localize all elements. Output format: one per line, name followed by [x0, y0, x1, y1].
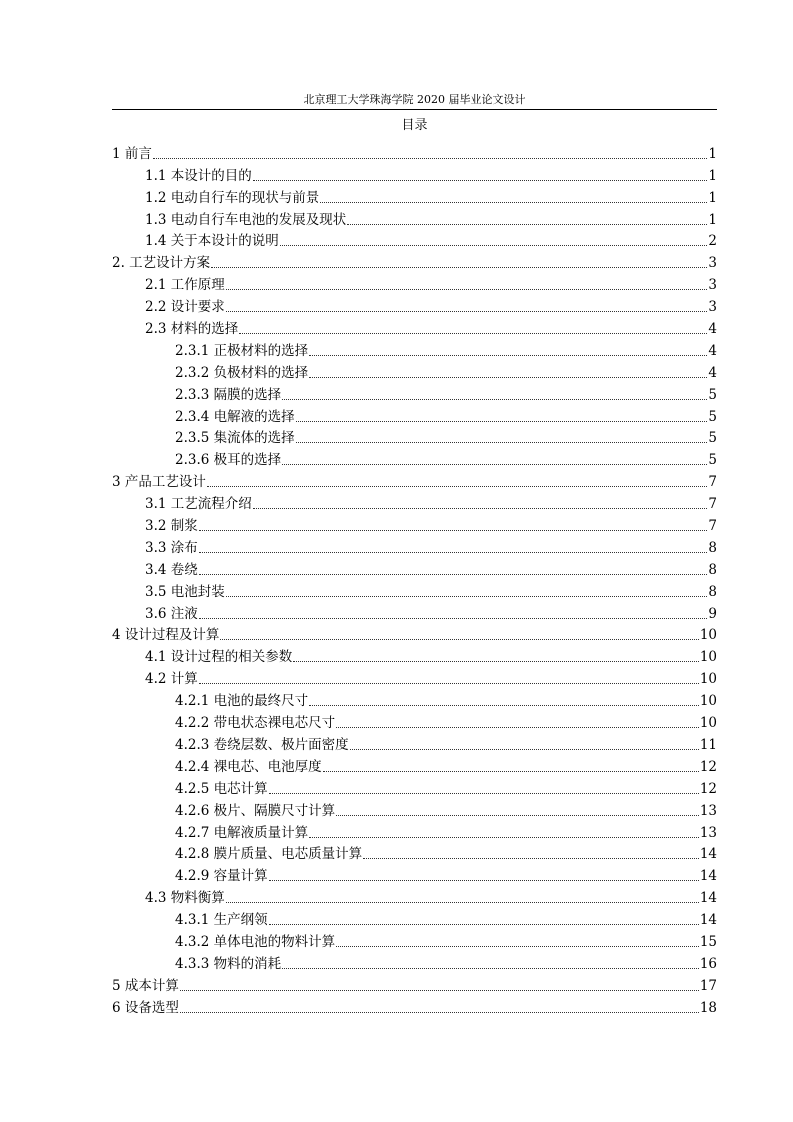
toc-leader-dots: [296, 439, 708, 443]
toc-leader-dots: [269, 790, 699, 794]
toc-entry[interactable]: [112, 862, 717, 884]
toc-entry-page-number: 7: [708, 518, 717, 535]
toc-entry-page-number: 11: [699, 736, 717, 753]
toc-leader-dots: [226, 899, 699, 903]
toc-entry-page-number: 12: [699, 780, 717, 797]
toc-entry[interactable]: [112, 556, 717, 578]
toc-entry[interactable]: [112, 534, 717, 556]
toc-entry[interactable]: [112, 446, 717, 468]
toc-leader-dots: [336, 724, 699, 728]
toc-leader-dots: [282, 396, 707, 400]
toc-entry[interactable]: [112, 994, 717, 1016]
toc-leader-dots: [293, 658, 699, 662]
toc-leader-dots: [350, 746, 699, 750]
toc-entry[interactable]: [112, 972, 717, 994]
toc-leader-dots: [347, 221, 707, 225]
toc-entry-title: 4.2.2 带电状态裸电芯尺寸: [175, 715, 336, 732]
toc-leader-dots: [269, 921, 699, 925]
toc-entry-page-number: 10: [699, 671, 717, 688]
toc-entry[interactable]: [112, 928, 717, 950]
toc-entry[interactable]: [112, 381, 717, 403]
toc-entry-title: 3.2 制浆: [145, 518, 198, 535]
toc-entry-title: 2. 工艺设计方案: [112, 255, 211, 272]
toc-entry[interactable]: [112, 337, 717, 359]
toc-leader-dots: [239, 330, 707, 334]
toc-entry[interactable]: [112, 600, 717, 622]
toc-entry[interactable]: [112, 665, 717, 687]
toc-entry[interactable]: [112, 906, 717, 928]
toc-entry-title: 1.4 关于本设计的说明: [145, 233, 279, 250]
toc-entry-title: 3.1 工艺流程介绍: [145, 496, 252, 513]
toc-entry[interactable]: [112, 490, 717, 512]
toc-leader-dots: [180, 987, 699, 991]
toc-entry-page-number: 10: [699, 715, 717, 732]
toc-entry-title: 2.3.3 隔膜的选择: [175, 386, 282, 403]
toc-entry[interactable]: [112, 206, 717, 228]
toc-leader-dots: [226, 308, 708, 312]
toc-entry-title: 2.1 工作原理: [145, 277, 225, 294]
toc-entry-title: 5 成本计算: [112, 977, 179, 994]
toc-entry-page-number: 2: [708, 233, 717, 250]
toc-leader-dots: [309, 352, 707, 356]
toc-entry-title: 3.4 卷绕: [145, 561, 198, 578]
table-of-contents: [112, 140, 717, 1016]
toc-title: 目录: [401, 118, 428, 133]
toc-entry-title: 3.3 涂布: [145, 539, 198, 556]
toc-entry-page-number: 1: [708, 211, 717, 228]
toc-leader-dots: [309, 702, 699, 706]
toc-leader-dots: [180, 1009, 699, 1013]
toc-entry-title: 2.3.2 负极材料的选择: [175, 364, 309, 381]
toc-entry-title: 6 设备选型: [112, 999, 179, 1016]
toc-entry-title: 4.1 设计过程的相关参数: [145, 649, 293, 666]
toc-entry-title: 4.3 物料衡算: [145, 890, 225, 907]
toc-entry-title: 2.3.6 极耳的选择: [175, 452, 282, 469]
toc-entry-page-number: 15: [699, 933, 717, 950]
toc-entry-page-number: 5: [708, 408, 717, 425]
toc-entry[interactable]: [112, 578, 717, 600]
toc-entry-page-number: 14: [699, 890, 717, 907]
toc-entry-page-number: 5: [708, 386, 717, 403]
toc-leader-dots: [323, 768, 699, 772]
toc-entry-page-number: 3: [708, 299, 717, 316]
toc-entry-title: 2.3.4 电解液的选择: [175, 408, 295, 425]
toc-entry-title: 2.3 材料的选择: [145, 321, 239, 338]
toc-entry-page-number: 7: [708, 474, 717, 491]
toc-entry-title: 4.2.1 电池的最终尺寸: [175, 693, 309, 710]
toc-entry-title: 4.2.9 容量计算: [175, 868, 268, 885]
toc-entry[interactable]: [112, 249, 717, 271]
toc-entry-page-number: 18: [699, 999, 717, 1016]
toc-leader-dots: [282, 965, 699, 969]
toc-entry[interactable]: [112, 622, 717, 644]
toc-entry-page-number: 14: [699, 868, 717, 885]
header-rule: [112, 109, 717, 110]
toc-entry-title: 1.2 电动自行车的现状与前景: [145, 189, 320, 206]
toc-leader-dots: [336, 812, 699, 816]
toc-entry-page-number: 1: [708, 167, 717, 184]
toc-entry-title: 2.3.1 正极材料的选择: [175, 342, 309, 359]
toc-entry-page-number: 14: [699, 912, 717, 929]
toc-leader-dots: [253, 505, 708, 509]
toc-entry[interactable]: [112, 841, 717, 863]
toc-leader-dots: [199, 615, 708, 619]
toc-entry-page-number: 4: [708, 364, 717, 381]
toc-entry-page-number: 1: [708, 189, 717, 206]
toc-entry[interactable]: [112, 884, 717, 906]
page-header: 北京理工大学珠海学院 2020 届毕业论文设计: [303, 93, 526, 106]
toc-entry-page-number: 13: [699, 802, 717, 819]
toc-entry-title: 4.3.3 物料的消耗: [175, 955, 282, 972]
toc-entry[interactable]: [112, 797, 717, 819]
toc-entry[interactable]: [112, 403, 717, 425]
toc-leader-dots: [211, 264, 707, 268]
toc-entry-title: 2.3.5 集流体的选择: [175, 430, 295, 447]
toc-entry-page-number: 13: [699, 824, 717, 841]
toc-entry[interactable]: [112, 643, 717, 665]
toc-entry-page-number: 4: [708, 342, 717, 359]
toc-entry[interactable]: [112, 271, 717, 293]
toc-entry-page-number: 16: [699, 955, 717, 972]
toc-leader-dots: [363, 855, 699, 859]
toc-entry-page-number: 10: [699, 649, 717, 666]
toc-entry-page-number: 17: [699, 977, 717, 994]
toc-entry-page-number: 10: [699, 627, 717, 644]
toc-leader-dots: [220, 636, 698, 640]
toc-entry-title: 1.3 电动自行车电池的发展及现状: [145, 211, 347, 228]
toc-entry[interactable]: [112, 162, 717, 184]
toc-entry-page-number: 8: [708, 561, 717, 578]
toc-entry-title: 4.2.3 卷绕层数、极片面密度: [175, 736, 349, 753]
toc-leader-dots: [309, 374, 707, 378]
toc-entry[interactable]: [112, 950, 717, 972]
toc-entry[interactable]: [112, 293, 717, 315]
toc-entry-page-number: 5: [708, 430, 717, 447]
toc-entry-page-number: 14: [699, 846, 717, 863]
toc-entry-page-number: 3: [708, 277, 717, 294]
toc-leader-dots: [207, 483, 708, 487]
toc-leader-dots: [282, 461, 707, 465]
toc-entry-page-number: 1: [708, 145, 717, 162]
toc-entry[interactable]: [112, 775, 717, 797]
toc-entry[interactable]: [112, 359, 717, 381]
toc-entry-page-number: 9: [708, 605, 717, 622]
toc-leader-dots: [309, 834, 699, 838]
toc-entry-title: 4.2.8 膜片质量、电芯质量计算: [175, 846, 363, 863]
toc-leader-dots: [253, 177, 708, 181]
toc-entry[interactable]: [112, 425, 717, 447]
toc-entry-page-number: 8: [708, 583, 717, 600]
toc-entry-title: 3.6 注液: [145, 605, 198, 622]
toc-entry[interactable]: [112, 731, 717, 753]
toc-entry-page-number: 8: [708, 539, 717, 556]
toc-entry[interactable]: [112, 512, 717, 534]
toc-entry-title: 3.5 电池封装: [145, 583, 225, 600]
toc-entry-page-number: 5: [708, 452, 717, 469]
toc-entry[interactable]: [112, 315, 717, 337]
toc-leader-dots: [226, 286, 708, 290]
toc-entry-title: 1.1 本设计的目的: [145, 167, 252, 184]
toc-entry-title: 4.3.1 生产纲领: [175, 912, 268, 929]
toc-entry[interactable]: [112, 140, 717, 162]
toc-leader-dots: [199, 549, 708, 553]
toc-leader-dots: [199, 527, 708, 531]
toc-leader-dots: [269, 877, 699, 881]
toc-entry-page-number: 4: [708, 321, 717, 338]
toc-entry[interactable]: [112, 709, 717, 731]
toc-leader-dots: [199, 571, 708, 575]
toc-entry-title: 1 前言: [112, 145, 152, 162]
toc-leader-dots: [199, 680, 699, 684]
toc-entry[interactable]: [112, 753, 717, 775]
toc-entry-title: 4.2.5 电芯计算: [175, 780, 268, 797]
toc-entry[interactable]: [112, 819, 717, 841]
toc-entry-page-number: 7: [708, 496, 717, 513]
toc-entry-title: 4.3.2 单体电池的物料计算: [175, 933, 336, 950]
toc-leader-dots: [153, 155, 708, 159]
toc-entry-title: 4.2 计算: [145, 671, 198, 688]
toc-entry-title: 4 设计过程及计算: [112, 627, 220, 644]
toc-entry-page-number: 3: [708, 255, 717, 272]
toc-entry-title: 4.2.6 极片、隔膜尺寸计算: [175, 802, 336, 819]
toc-entry-page-number: 10: [699, 693, 717, 710]
toc-entry[interactable]: [112, 468, 717, 490]
toc-entry-title: 4.2.7 电解液质量计算: [175, 824, 309, 841]
toc-entry-title: 2.2 设计要求: [145, 299, 225, 316]
toc-entry[interactable]: [112, 184, 717, 206]
toc-leader-dots: [296, 418, 708, 422]
toc-leader-dots: [226, 593, 708, 597]
toc-entry[interactable]: [112, 687, 717, 709]
toc-leader-dots: [336, 943, 699, 947]
toc-entry-title: 4.2.4 裸电芯、电池厚度: [175, 758, 322, 775]
toc-entry-title: 3 产品工艺设计: [112, 474, 206, 491]
toc-leader-dots: [280, 242, 708, 246]
toc-entry-page-number: 12: [699, 758, 717, 775]
toc-entry[interactable]: [112, 228, 717, 250]
toc-leader-dots: [320, 199, 707, 203]
